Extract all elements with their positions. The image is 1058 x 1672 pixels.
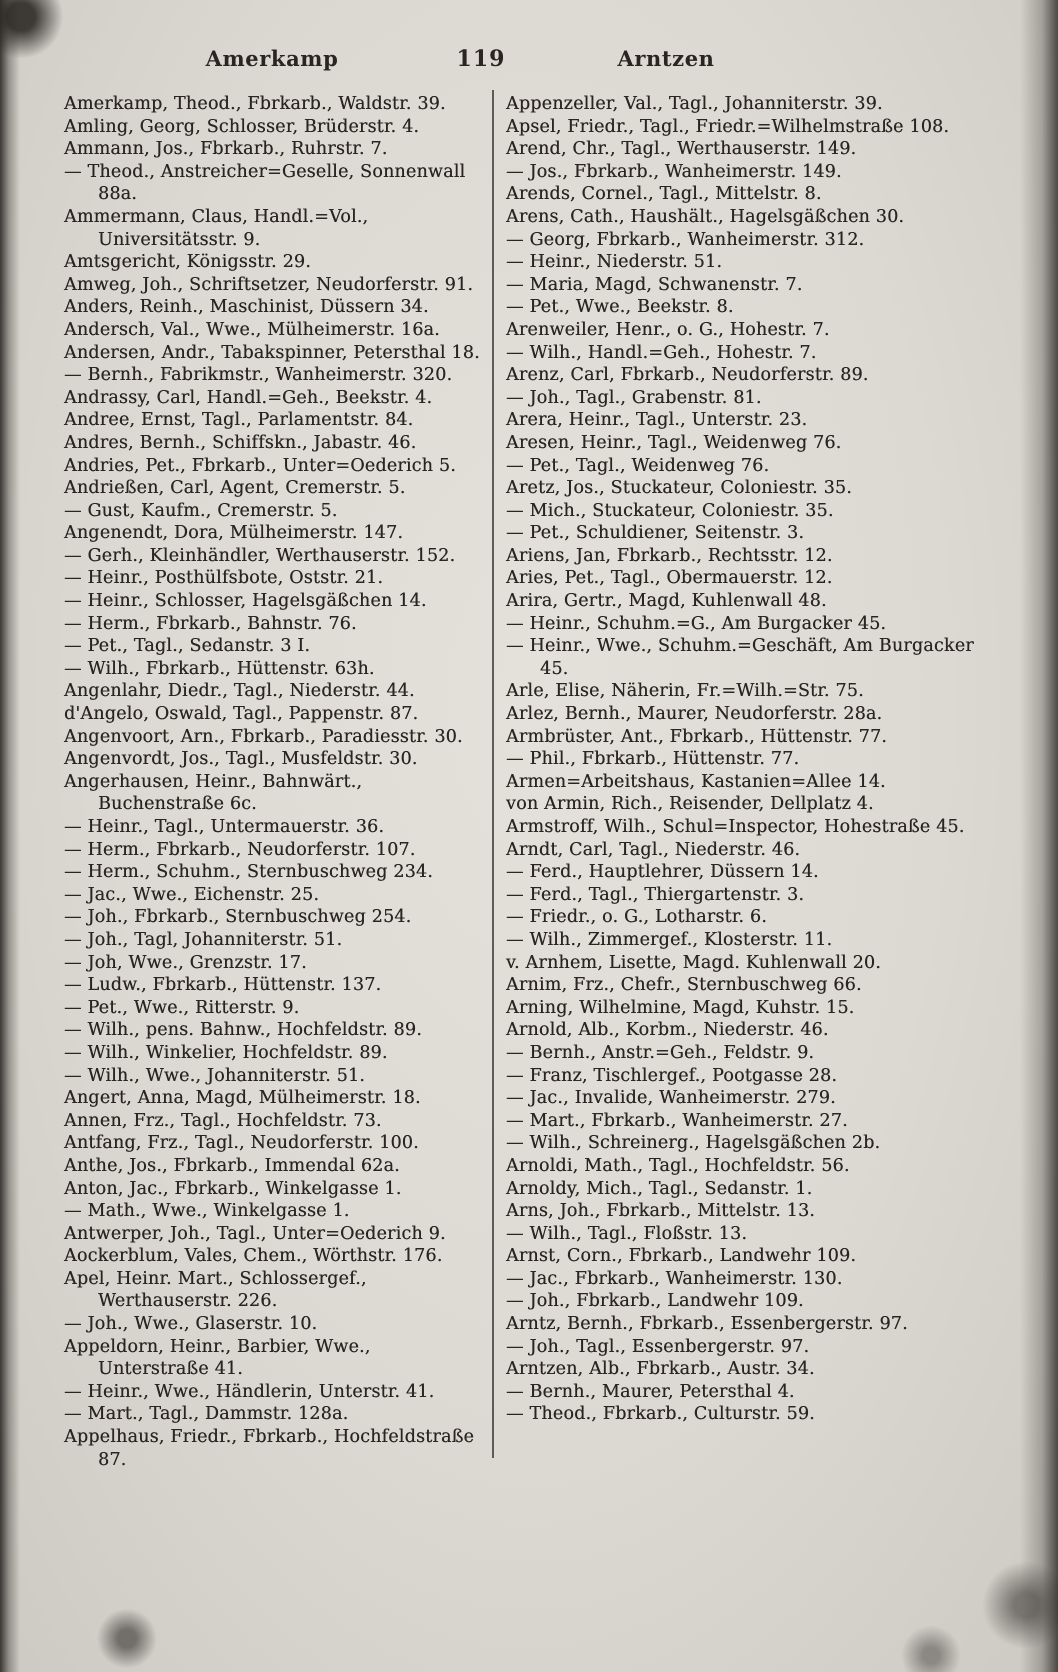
directory-entry: — Mart., Fbrkarb., Wanheimerstr. 27. xyxy=(506,1110,848,1131)
directory-entry: Arnst, Corn., Fbrkarb., Landwehr 109. xyxy=(506,1246,857,1267)
directory-entry: — Joh., Tagl, Johanniterstr. 51. xyxy=(64,929,343,950)
directory-entry: — Jac., Fbrkarb., Wanheimerstr. 130. xyxy=(506,1268,843,1289)
directory-entry: Aockerblum, Vales, Chem., Wörthstr. 176. xyxy=(64,1246,443,1267)
directory-entry: — Herm., Fbrkarb., Neudorferstr. 107. xyxy=(64,839,416,860)
directory-entry: — Heinr., Schlosser, Hagelsgäßchen 14. xyxy=(64,591,427,612)
directory-entry: — Pet., Tagl., Weidenweg 76. xyxy=(506,455,770,476)
directory-entry: Amtsgericht, Königsstr. 29. xyxy=(64,252,311,273)
directory-entry: von Armin, Rich., Reisender, Dellplatz 4. xyxy=(506,794,874,815)
directory-entry: Anders, Reinh., Maschinist, Düssern 34. xyxy=(64,297,429,318)
directory-entry: — Joh, Wwe., Grenzstr. 17. xyxy=(64,952,307,973)
directory-entry: Amling, Georg, Schlosser, Brüderstr. 4. xyxy=(64,116,420,137)
directory-entry: Andrassy, Carl, Handl.=Geh., Beekstr. 4. xyxy=(64,387,433,408)
directory-entry: — Ludw., Fbrkarb., Hüttenstr. 137. xyxy=(64,975,382,996)
directory-entry: — Pet., Wwe., Ritterstr. 9. xyxy=(64,997,300,1018)
directory-entry: Arens, Cath., Haushält., Hagelsgäßchen 30. xyxy=(506,206,905,227)
directory-entry: Arning, Wilhelmine, Magd, Kuhstr. 15. xyxy=(506,997,855,1018)
directory-entry: — Mich., Stuckateur, Coloniestr. 35. xyxy=(506,500,834,521)
directory-entry: — Theod., Fbrkarb., Culturstr. 59. xyxy=(506,1404,815,1425)
directory-entry: Anthe, Jos., Fbrkarb., Immendal 62a. xyxy=(64,1155,400,1176)
directory-entry: — Wilh., Zimmergef., Klosterstr. 11. xyxy=(506,929,833,950)
directory-entry: — Bernh., Anstr.=Geh., Feldstr. 9. xyxy=(506,1042,815,1063)
directory-entry: Arenz, Carl, Fbrkarb., Neudorferstr. 89. xyxy=(506,365,869,386)
directory-entry: — Franz, Tischlergef., Pootgasse 28. xyxy=(506,1065,838,1086)
directory-entry: — Heinr., Wwe., Händlerin, Unterstr. 41. xyxy=(64,1381,435,1402)
directory-entry: — Georg, Fbrkarb., Wanheimerstr. 312. xyxy=(506,229,865,250)
directory-entry: — Wilh., Tagl., Floßstr. 13. xyxy=(506,1223,748,1244)
directory-entry: — Wilh., Handl.=Geh., Hohestr. 7. xyxy=(506,342,817,363)
directory-entry: Annen, Frz., Tagl., Hochfeldstr. 73. xyxy=(64,1110,382,1131)
directory-entry: — Joh., Wwe., Glaserstr. 10. xyxy=(64,1314,318,1335)
directory-entry: Angenlahr, Diedr., Tagl., Niederstr. 44. xyxy=(64,681,415,702)
directory-entry: — Wilh., Schreinerg., Hagelsgäßchen 2b. xyxy=(506,1133,881,1154)
directory-entry: Arndt, Carl, Tagl., Niederstr. 46. xyxy=(506,839,801,860)
directory-entry: — Gust, Kaufm., Cremerstr. 5. xyxy=(64,500,338,521)
directory-entry: Andersen, Andr., Tabakspinner, Petersthal 18. xyxy=(64,342,480,363)
directory-entry: Arnim, Frz., Chefr., Sternbuschweg 66. xyxy=(506,975,862,996)
directory-entry: Arenweiler, Henr., o. G., Hohestr. 7. xyxy=(506,319,830,340)
left-column xyxy=(64,93,485,1471)
page-header xyxy=(0,46,1058,76)
directory-entry: Appeldorn, Heinr., Barbier, Wwe., Unterstraße 41. xyxy=(64,1336,371,1380)
header-right-keyword: Arntzen xyxy=(617,46,715,71)
page-number: 119 xyxy=(456,46,506,72)
directory-entry: Angenvordt, Jos., Tagl., Musfeldstr. 30. xyxy=(64,749,418,770)
directory-entry: — Mart., Tagl., Dammstr. 128a. xyxy=(64,1404,349,1425)
directory-entry: — Friedr., o. G., Lotharstr. 6. xyxy=(506,907,767,928)
directory-entry: Arends, Cornel., Tagl., Mittelstr. 8. xyxy=(506,184,822,205)
directory-entry: — Joh., Fbrkarb., Sternbuschweg 254. xyxy=(64,907,412,928)
directory-entry: v. Arnhem, Lisette, Magd. Kuhlenwall 20. xyxy=(506,952,881,973)
directory-entry: — Jac., Wwe., Eichenstr. 25. xyxy=(64,884,320,905)
directory-entry: Andries, Pet., Fbrkarb., Unter=Oederich 5. xyxy=(64,455,456,476)
header-left-keyword: Amerkamp xyxy=(205,46,339,71)
directory-entry: — Pet., Wwe., Beekstr. 8. xyxy=(506,297,734,318)
directory-entry: — Joh., Tagl., Grabenstr. 81. xyxy=(506,387,762,408)
directory-entry: d'Angelo, Oswald, Tagl., Pappenstr. 87. xyxy=(64,704,419,725)
directory-entry: Arend, Chr., Tagl., Werthauserstr. 149. xyxy=(506,139,857,160)
directory-entry: Antwerper, Joh., Tagl., Unter=Oederich 9. xyxy=(64,1223,446,1244)
directory-entry: Arnoldi, Math., Tagl., Hochfeldstr. 56. xyxy=(506,1155,850,1176)
directory-entry: — Math., Wwe., Winkelgasse 1. xyxy=(64,1201,350,1222)
directory-entry: — Joh., Fbrkarb., Landwehr 109. xyxy=(506,1291,804,1312)
directory-entry: — Heinr., Wwe., Schuhm.=Geschäft, Am Burgacker 45. xyxy=(506,636,974,679)
directory-entry: Arera, Heinr., Tagl., Unterstr. 23. xyxy=(506,410,808,431)
directory-entry: — Jac., Invalide, Wanheimerstr. 279. xyxy=(506,1088,836,1109)
directory-entry: — Heinr., Niederstr. 51. xyxy=(506,252,723,273)
directory-entry: Ariens, Jan, Fbrkarb., Rechtsstr. 12. xyxy=(506,545,833,566)
directory-entry: Appenzeller, Val., Tagl., Johanniterstr. 39. xyxy=(506,94,883,114)
directory-entry: — Phil., Fbrkarb., Hüttenstr. 77. xyxy=(506,749,800,770)
directory-entry: — Pet., Schuldiener, Seitenstr. 3. xyxy=(506,523,805,544)
directory-entry: Arnoldy, Mich., Tagl., Sedanstr. 1. xyxy=(506,1178,813,1199)
directory-entry: — Theod., Anstreicher=Geselle, Sonnenwall 88a. xyxy=(64,161,466,205)
directory-entry: Arlez, Bernh., Maurer, Neudorferstr. 28a. xyxy=(506,704,883,725)
directory-entry: Andres, Bernh., Schiffskn., Jabastr. 46. xyxy=(64,432,417,453)
directory-entry: Anton, Jac., Fbrkarb., Winkelgasse 1. xyxy=(64,1178,402,1199)
directory-entry: — Gerh., Kleinhändler, Werthauserstr. 152. xyxy=(64,545,456,566)
directory-entry: Arle, Elise, Näherin, Fr.=Wilh.=Str. 75. xyxy=(506,681,864,702)
directory-entry: Aresen, Heinr., Tagl., Weidenweg 76. xyxy=(506,432,842,453)
directory-entry: Aries, Pet., Tagl., Obermauerstr. 12. xyxy=(506,568,833,589)
directory-entry: Ammermann, Claus, Handl.=Vol., Universitätsstr. 9. xyxy=(64,206,369,250)
directory-entry: Ammann, Jos., Fbrkarb., Ruhrstr. 7. xyxy=(64,139,388,160)
directory-entry: Andersch, Val., Wwe., Mülheimerstr. 16a. xyxy=(64,319,440,340)
directory-entry: Armstroff, Wilh., Schul=Inspector, Hohestraße 45. xyxy=(506,817,965,837)
directory-entry: — Jos., Fbrkarb., Wanheimerstr. 149. xyxy=(506,161,842,182)
directory-entry: Andrießen, Carl, Agent, Cremerstr. 5. xyxy=(64,478,406,499)
directory-entry: — Wilh., Winkelier, Hochfeldstr. 89. xyxy=(64,1042,388,1063)
directory-entry: Armen=Arbeitshaus, Kastanien=Allee 14. xyxy=(506,771,886,792)
directory-entry: — Ferd., Tagl., Thiergartenstr. 3. xyxy=(506,884,805,905)
directory-entry: Appelhaus, Friedr., Fbrkarb., Hochfeldstraße 87. xyxy=(64,1427,475,1470)
directory-entry: — Wilh., Fbrkarb., Hüttenstr. 63h. xyxy=(64,658,375,679)
directory-entry: Aretz, Jos., Stuckateur, Coloniestr. 35. xyxy=(506,478,853,499)
directory-entry: — Ferd., Hauptlehrer, Düssern 14. xyxy=(506,862,819,883)
directory-entry: — Heinr., Tagl., Untermauerstr. 36. xyxy=(64,817,385,837)
directory-entry: Apsel, Friedr., Tagl., Friedr.=Wilhelmstraße 108. xyxy=(506,116,950,137)
directory-entry: — Wilh., pens. Bahnw., Hochfeldstr. 89. xyxy=(64,1020,422,1041)
directory-entry: Arntzen, Alb., Fbrkarb., Austr. 34. xyxy=(506,1359,815,1380)
directory-entry: — Heinr., Posthülfsbote, Oststr. 21. xyxy=(64,568,384,589)
directory-entry: — Pet., Tagl., Sedanstr. 3 I. xyxy=(64,636,311,657)
column-divider xyxy=(492,90,494,1458)
directory-entry: Arntz, Bernh., Fbrkarb., Essenbergerstr. 97. xyxy=(506,1314,908,1335)
directory-entry: Arira, Gertr., Magd, Kuhlenwall 48. xyxy=(506,591,827,612)
directory-entry: Angert, Anna, Magd, Mülheimerstr. 18. xyxy=(64,1088,421,1109)
directory-entry: — Joh., Tagl., Essenbergerstr. 97. xyxy=(506,1336,810,1357)
directory-entry: Angenendt, Dora, Mülheimerstr. 147. xyxy=(64,523,404,544)
directory-entry: Armbrüster, Ant., Fbrkarb., Hüttenstr. 77. xyxy=(506,726,888,747)
directory-entry: Arnold, Alb., Korbm., Niederstr. 46. xyxy=(506,1020,829,1041)
directory-entry: Angenvoort, Arn., Fbrkarb., Paradiesstr. 30. xyxy=(64,726,463,747)
directory-entry: — Maria, Magd, Schwanenstr. 7. xyxy=(506,274,803,295)
directory-entry: — Heinr., Schuhm.=G., Am Burgacker 45. xyxy=(506,613,887,634)
directory-entry: Amerkamp, Theod., Fbrkarb., Waldstr. 39. xyxy=(64,94,446,114)
directory-entry: Arns, Joh., Fbrkarb., Mittelstr. 13. xyxy=(506,1201,816,1222)
directory-entry: — Wilh., Wwe., Johanniterstr. 51. xyxy=(64,1065,366,1086)
directory-entry: — Herm., Schuhm., Sternbuschweg 234. xyxy=(64,862,434,883)
directory-entry: Angerhausen, Heinr., Bahnwärt., Buchenstraße 6c. xyxy=(64,771,363,815)
directory-entry: Andree, Ernst, Tagl., Parlamentstr. 84. xyxy=(64,410,414,431)
directory-entry: — Herm., Fbrkarb., Bahnstr. 76. xyxy=(64,613,357,634)
directory-entry: Apel, Heinr. Mart., Schlossergef., Werthauserstr. 226. xyxy=(64,1268,367,1312)
right-column xyxy=(506,93,982,1426)
directory-entry: — Bernh., Maurer, Petersthal 4. xyxy=(506,1381,795,1402)
directory-entry: — Bernh., Fabrikmstr., Wanheimerstr. 320. xyxy=(64,365,453,386)
directory-entry: Antfang, Frz., Tagl., Neudorferstr. 100. xyxy=(64,1133,419,1154)
directory-entry: Amweg, Joh., Schriftsetzer, Neudorferstr. 91. xyxy=(64,274,474,295)
